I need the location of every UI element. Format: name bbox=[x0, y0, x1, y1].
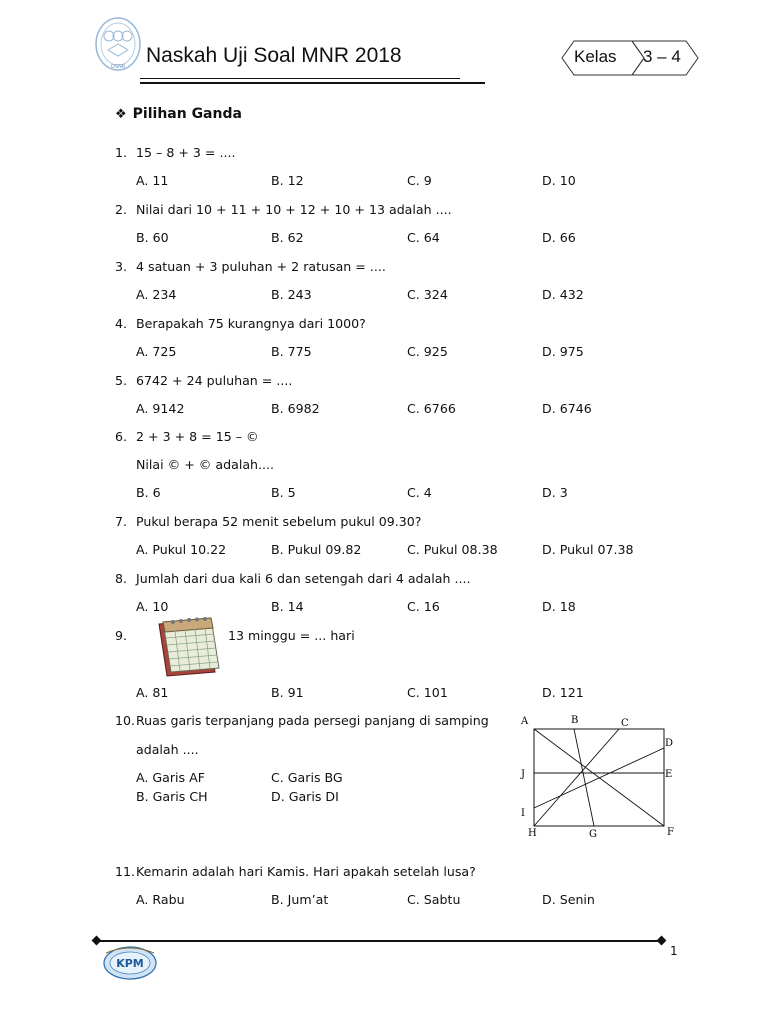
figure-label-j: J bbox=[521, 769, 526, 780]
option-a: A. 9142 bbox=[136, 401, 185, 416]
question-text: 6742 + 24 puluhan = .... bbox=[136, 373, 293, 388]
option-b: B. 62 bbox=[271, 230, 304, 245]
svg-text:KPM: KPM bbox=[116, 957, 144, 970]
page-number: 1 bbox=[670, 944, 678, 958]
option-d: D. Pukul 07.38 bbox=[542, 542, 634, 557]
option-c: C. 9 bbox=[407, 173, 432, 188]
section-title-text: Pilihan Ganda bbox=[132, 106, 242, 122]
question-text: 13 minggu = ... hari bbox=[228, 628, 355, 643]
option-d: D. 432 bbox=[542, 287, 584, 302]
option-b: B. Jum’at bbox=[271, 892, 329, 907]
question-number: 6. bbox=[115, 429, 128, 444]
option-c: C. 4 bbox=[407, 485, 432, 500]
rectangle-lines-figure bbox=[515, 710, 685, 840]
question-text: Pukul berapa 52 menit sebelum pukul 09.30? bbox=[136, 514, 422, 529]
question-number: 2. bbox=[115, 202, 128, 217]
option-d: D. 10 bbox=[542, 173, 576, 188]
question-text: Berapakah 75 kurangnya dari 1000? bbox=[136, 316, 366, 331]
question-number: 7. bbox=[115, 514, 128, 529]
question-text: 15 – 8 + 3 = .... bbox=[136, 145, 236, 160]
option-c: C. Garis BG bbox=[271, 770, 343, 785]
option-b: B. 12 bbox=[271, 173, 304, 188]
option-b: B. 775 bbox=[271, 344, 312, 359]
question-number: 3. bbox=[115, 259, 128, 274]
option-a: A. 725 bbox=[136, 344, 177, 359]
question-number: 11. bbox=[115, 864, 136, 879]
footer-rule bbox=[97, 940, 664, 942]
document-title: Naskah Uji Soal MNR 2018 bbox=[146, 44, 402, 67]
option-c: C. 16 bbox=[407, 599, 440, 614]
question-text: Ruas garis terpanjang pada persegi panjang di samping bbox=[136, 713, 489, 728]
kelas-value: 3 – 4 bbox=[643, 47, 681, 66]
option-c: C. 101 bbox=[407, 685, 448, 700]
option-a: A. Pukul 10.22 bbox=[136, 542, 227, 557]
option-b: B. 6982 bbox=[271, 401, 320, 416]
option-d: D. Senin bbox=[542, 892, 595, 907]
figure-label-d: D bbox=[665, 738, 674, 749]
question-number: 1. bbox=[115, 145, 128, 160]
option-a: A. Garis AF bbox=[136, 770, 205, 785]
header-rule bbox=[140, 78, 460, 79]
option-b: B. 243 bbox=[271, 287, 312, 302]
question-text: Nilai dari 10 + 11 + 10 + 12 + 10 + 13 adalah .... bbox=[136, 202, 452, 217]
option-d: D. Garis DI bbox=[271, 789, 339, 804]
calendar-icon bbox=[155, 614, 225, 678]
footer-diamond-left-icon bbox=[92, 936, 102, 946]
option-d: D. 975 bbox=[542, 344, 584, 359]
option-c: C. 925 bbox=[407, 344, 448, 359]
figure-label-i: I bbox=[521, 808, 525, 819]
question-number: 10. bbox=[115, 713, 136, 728]
option-c: C. 324 bbox=[407, 287, 448, 302]
option-c: C. Sabtu bbox=[407, 892, 461, 907]
question-text: Jumlah dari dua kali 6 dan setengah dari 4 adalah .... bbox=[136, 571, 471, 586]
header-rule-thick bbox=[140, 82, 485, 84]
option-b: B. 14 bbox=[271, 599, 304, 614]
option-b: B. Garis CH bbox=[136, 789, 208, 804]
figure-label-g: G bbox=[589, 829, 597, 840]
option-d: D. 18 bbox=[542, 599, 576, 614]
question-text: 2 + 3 + 8 = 15 – © bbox=[136, 429, 259, 444]
section-title bbox=[115, 106, 242, 122]
four-diamond-icon: ❖ bbox=[115, 107, 127, 122]
question-number: 8. bbox=[115, 571, 128, 586]
kelas-label: Kelas bbox=[574, 47, 617, 66]
option-a: B. 6 bbox=[136, 485, 161, 500]
option-a: A. 234 bbox=[136, 287, 177, 302]
footer-diamond-right-icon bbox=[657, 936, 667, 946]
figure-label-f: F bbox=[667, 827, 674, 838]
question-text-line2: adalah .... bbox=[136, 742, 199, 757]
option-a: A. 81 bbox=[136, 685, 169, 700]
option-a: A. Rabu bbox=[136, 892, 185, 907]
option-d: D. 121 bbox=[542, 685, 584, 700]
svg-text:OSNR: OSNR bbox=[110, 64, 126, 70]
option-a: A. 11 bbox=[136, 173, 169, 188]
figure-label-e: E bbox=[665, 769, 673, 780]
question-text: Kemarin adalah hari Kamis. Hari apakah setelah lusa? bbox=[136, 864, 476, 879]
kpm-logo bbox=[102, 945, 158, 981]
osnr-logo bbox=[94, 16, 142, 74]
option-c: C. 64 bbox=[407, 230, 440, 245]
question-number: 9. bbox=[115, 628, 128, 643]
figure-label-b: B bbox=[571, 715, 579, 726]
option-d: D. 66 bbox=[542, 230, 576, 245]
figure-label-c: C bbox=[621, 718, 629, 729]
question-text: 4 satuan + 3 puluhan + 2 ratusan = .... bbox=[136, 259, 386, 274]
option-a: A. 10 bbox=[136, 599, 169, 614]
question-number: 4. bbox=[115, 316, 128, 331]
option-c: C. 6766 bbox=[407, 401, 456, 416]
question-text-line2: Nilai © + © adalah.... bbox=[136, 457, 275, 472]
option-b: B. 91 bbox=[271, 685, 304, 700]
option-b: B. 5 bbox=[271, 485, 296, 500]
figure-label-h: H bbox=[528, 828, 537, 839]
option-d: D. 6746 bbox=[542, 401, 592, 416]
figure-label-a: A bbox=[521, 716, 529, 727]
option-a: B. 60 bbox=[136, 230, 169, 245]
option-c: C. Pukul 08.38 bbox=[407, 542, 498, 557]
option-d: D. 3 bbox=[542, 485, 568, 500]
question-number: 5. bbox=[115, 373, 128, 388]
option-b: B. Pukul 09.82 bbox=[271, 542, 362, 557]
